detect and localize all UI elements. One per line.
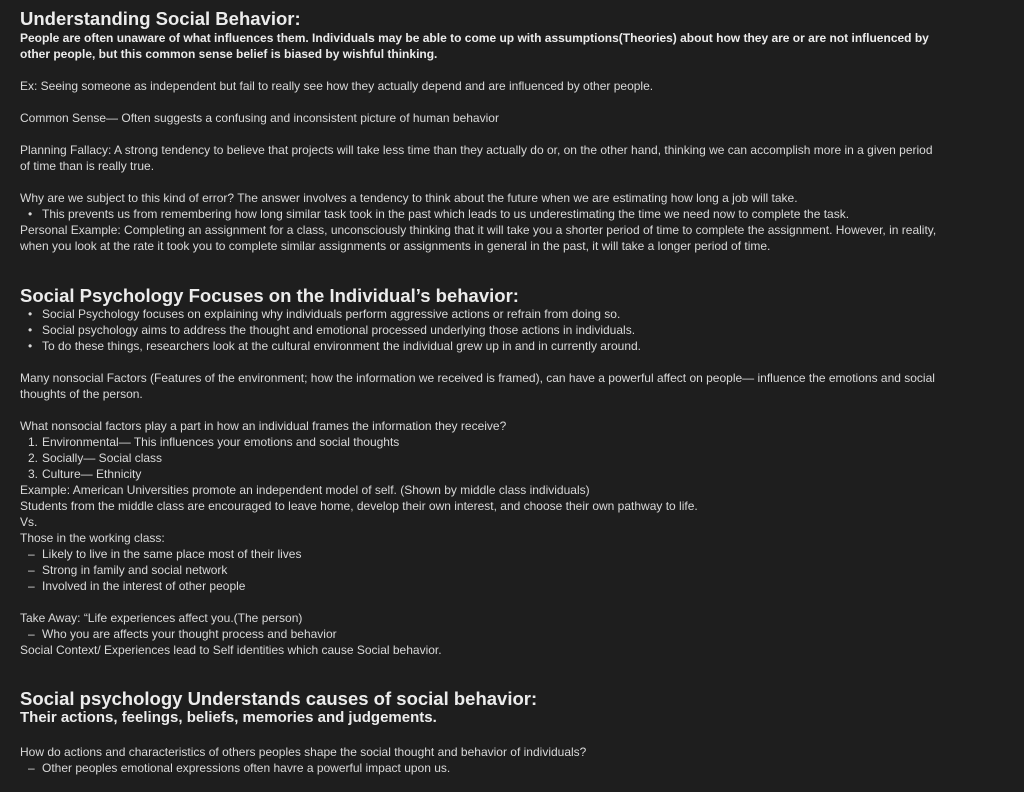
numbered-item-text: Socially— Social class <box>42 451 163 465</box>
list-item <box>28 206 849 222</box>
dash-marker: – <box>28 579 35 593</box>
section-subheading-3: Their actions, feelings, beliefs, memories and judgements. <box>20 709 437 726</box>
dash-item <box>28 760 450 776</box>
section-heading-1: Understanding Social Behavior: <box>20 8 301 29</box>
students-text: Students from the middle class are encouraged to leave home, develop their own interest, and choose their own pathway to life. <box>20 499 698 513</box>
number-marker: 2. <box>28 451 39 465</box>
dash-marker: – <box>28 563 35 577</box>
example-text: Ex: Seeing someone as independent but fail to really see how they actually depend and are influenced by other people. <box>20 79 654 93</box>
why-question: Why are we subject to this kind of error? The answer involves a tendency to think about the future when we are estimating how long a job will take. <box>20 191 798 205</box>
number-marker: 3. <box>28 467 39 481</box>
bullet-marker: • <box>28 307 33 321</box>
vs-text: Vs. <box>20 515 38 529</box>
nonsocial-line-1: Many nonsocial Factors (Features of the environment; how the information we received is framed), can have a powerful affect on people— influence the emotions and social <box>20 371 935 385</box>
common-sense-text: Common Sense— Often suggests a confusing and inconsistent picture of human behavior <box>20 111 499 125</box>
list-item-text: Social Psychology focuses on explaining why individuals perform aggressive actions or refrain from doing so. <box>42 307 621 321</box>
planning-fallacy-line-1: Planning Fallacy: A strong tendency to believe that projects will take less time than they actually do or, on the other hand, thinking we can accomplish more in a given period <box>20 143 933 157</box>
bullet-marker: • <box>28 323 33 337</box>
numbered-item-text: Environmental— This influences your emotions and social thoughts <box>42 435 400 449</box>
dash-marker: – <box>28 547 35 561</box>
dash-item-text: Involved in the interest of other people <box>42 579 246 593</box>
dash-item <box>28 578 245 594</box>
dash-item <box>28 562 227 578</box>
numbered-item <box>28 466 141 482</box>
bullet-marker: • <box>28 339 33 353</box>
bullet-marker: • <box>28 207 33 221</box>
others-question: How do actions and characteristics of others peoples shape the social thought and behavior of individuals? <box>20 745 587 759</box>
personal-example-line-1: Personal Example: Completing an assignment for a class, unconsciously thinking that it will take you a shorter period of time to complete the assignment. However, in reality, <box>20 223 937 237</box>
planning-fallacy-line-2: of time than is really true. <box>20 159 155 173</box>
numbered-item <box>28 434 399 450</box>
list-item-text: This prevents us from remembering how long similar task took in the past which leads to us underestimating the time we need now to complete the task. <box>42 207 850 221</box>
dash-item-text: Other peoples emotional expressions often havre a powerful impact upon us. <box>42 761 451 775</box>
intro-line-1: People are often unaware of what influences them. Individuals may be able to come up with assumptions(Theories) about how they are or are not influenced by <box>20 31 929 45</box>
personal-example-line-2: when you look at the rate it took you to complete similar assignments or assignments in general in the past, it will take a longer period of time. <box>20 239 771 253</box>
dash-item-text: Strong in family and social network <box>42 563 228 577</box>
dash-item <box>28 546 301 562</box>
dash-item-text: Who you are affects your thought process and behavior <box>42 627 337 641</box>
nonsocial-line-2: thoughts of the person. <box>20 387 143 401</box>
numbered-item <box>28 450 162 466</box>
dash-item-text: Likely to live in the same place most of their lives <box>42 547 302 561</box>
numbered-item-text: Culture— Ethnicity <box>42 467 142 481</box>
section-heading-2: Social Psychology Focuses on the Individual’s behavior: <box>20 285 519 306</box>
list-item <box>28 338 641 354</box>
number-marker: 1. <box>28 435 39 449</box>
list-item <box>28 322 635 338</box>
social-context-text: Social Context/ Experiences lead to Self identities which cause Social behavior. <box>20 643 442 657</box>
section-heading-3: Social psychology Understands causes of social behavior: <box>20 688 538 709</box>
list-item-text: To do these things, researchers look at the cultural environment the individual grew up in and in currently around. <box>42 339 642 353</box>
intro-line-2: other people, but this common sense belief is biased by wishful thinking. <box>20 47 438 61</box>
nonsocial-question: What nonsocial factors play a part in how an individual frames the information they receive? <box>20 419 507 433</box>
dash-item <box>28 626 337 642</box>
list-item-text: Social psychology aims to address the thought and emotional processed underlying those actions in individuals. <box>42 323 636 337</box>
takeaway-text: Take Away: “Life experiences affect you.(The person) <box>20 611 303 625</box>
example-universities: Example: American Universities promote an independent model of self. (Shown by middle class individuals) <box>20 483 590 497</box>
list-item <box>28 306 620 322</box>
dash-marker: – <box>28 627 35 641</box>
working-class-text: Those in the working class: <box>20 531 165 545</box>
dash-marker: – <box>28 761 35 775</box>
